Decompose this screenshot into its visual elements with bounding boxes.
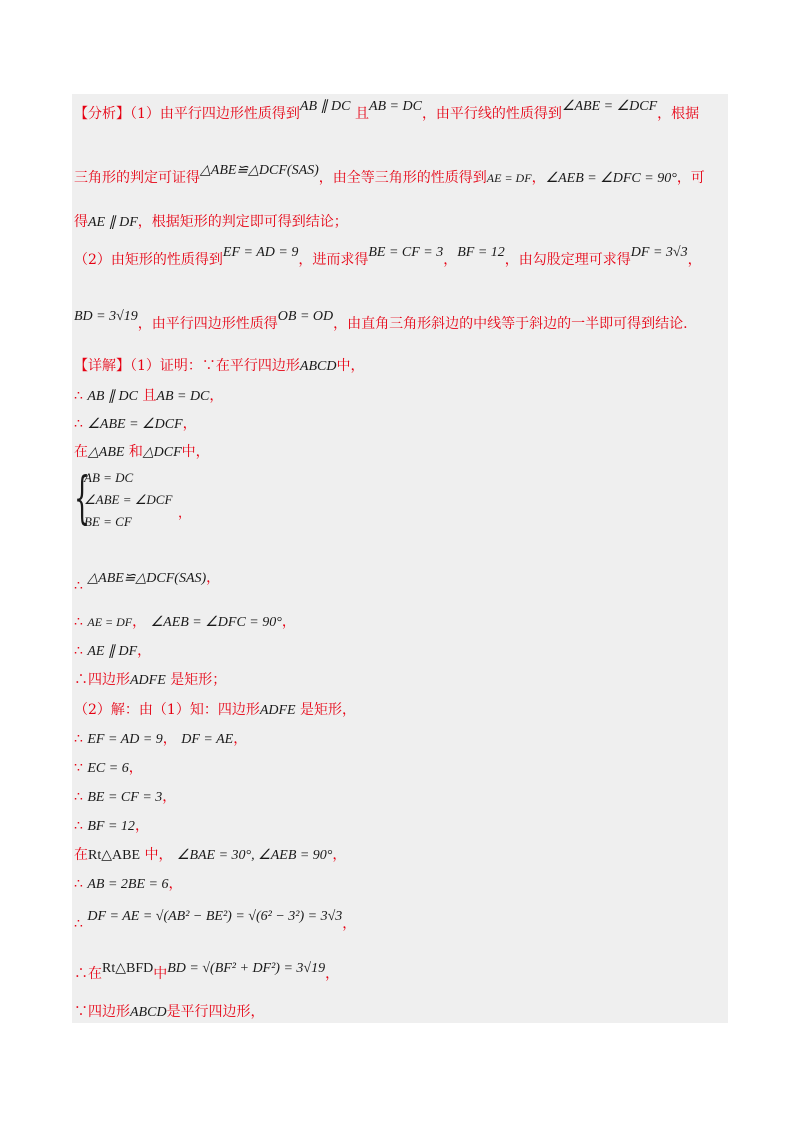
text: 中，	[144, 847, 173, 863]
detail-line-2	[74, 386, 223, 407]
math-expr: DF = AE	[181, 732, 234, 747]
analysis-line-3	[74, 212, 348, 233]
math-expr: ∠ABE = ∠DCF	[87, 417, 183, 432]
text: 在	[74, 444, 88, 460]
text: ，	[168, 876, 183, 892]
because-symbol: ∵	[74, 1004, 88, 1020]
text: ，可	[676, 170, 705, 186]
math-expr: ABCD	[130, 1005, 167, 1020]
therefore-symbol: ∴	[74, 789, 83, 805]
math-expr: △DCF	[142, 445, 182, 460]
math-expr: AB ∥ DC	[87, 389, 138, 404]
text: ，	[137, 643, 152, 659]
text: ，进而求得	[298, 252, 369, 268]
math-expr: BF = 12	[87, 819, 135, 834]
detail-line-18	[74, 958, 340, 982]
detail-line-8	[74, 641, 151, 662]
analysis-label: 【分析】	[74, 106, 130, 122]
condition-2: ∠ABE = ∠DCF	[84, 492, 173, 507]
congruence-conditions	[74, 468, 214, 534]
math-expr: △ABE≌△DCF(SAS)	[200, 163, 319, 178]
detail-line-7	[74, 612, 296, 633]
math-expr: AE ∥ DF	[87, 644, 138, 659]
text: ，根据	[657, 106, 700, 122]
text: ，	[182, 416, 197, 432]
text: 中，	[181, 444, 210, 460]
text: ，根据矩形的判定即可得到结论；	[137, 214, 348, 230]
therefore-symbol: ∴	[74, 916, 83, 932]
text: ，	[132, 614, 147, 630]
math-expr: △ABE≌△DCF(SAS)	[87, 571, 207, 586]
text: 得	[74, 214, 88, 230]
therefore-symbol: ∴	[74, 416, 83, 432]
math-expr: AE = DF	[87, 615, 133, 629]
detail-line-3	[74, 414, 197, 435]
math-expr: ADFE	[259, 703, 296, 718]
detail-line-10	[74, 700, 356, 721]
math-expr: OB = OD	[277, 309, 334, 324]
therefore-symbol: ∴	[74, 818, 83, 834]
analysis-line-1	[74, 99, 700, 125]
analysis-line-2	[74, 163, 705, 189]
text: ，	[332, 847, 347, 863]
text: 在	[88, 966, 102, 982]
therefore-symbol: ∴	[74, 966, 88, 982]
text: ，由平行线的性质得到	[421, 106, 562, 122]
text: （1）由平行四边形性质得到	[130, 106, 300, 122]
therefore-symbol: ∴	[74, 876, 83, 892]
text: ，	[281, 614, 296, 630]
text: ，	[162, 731, 177, 747]
text: 四边形	[88, 672, 130, 688]
math-expr: AE ∥ DF	[88, 215, 138, 230]
math-expr: AB ∥ DC	[299, 99, 351, 114]
condition-3: BE = CF	[84, 514, 132, 529]
text: ，由勾股定理可求得	[504, 252, 631, 268]
therefore-symbol: ∴	[74, 388, 83, 404]
math-expr: ∠ABE = ∠DCF	[561, 99, 658, 114]
text: ，	[128, 760, 143, 776]
text: 且	[142, 388, 157, 404]
detail-line-14	[74, 816, 149, 837]
math-expr: ∠AEB = ∠DFC = 90°	[545, 171, 677, 186]
text: ，	[531, 170, 546, 186]
detail-line-13	[74, 787, 176, 808]
detail-line-19	[74, 1002, 265, 1023]
math-expr: AB = 2BE = 6	[87, 877, 169, 892]
analysis-line-5	[74, 309, 688, 335]
text: 三角形的判定可证得	[74, 170, 200, 186]
text: ，	[443, 252, 458, 268]
text: ，	[209, 388, 224, 404]
math-expr: Rt△BFD	[102, 961, 154, 976]
detail-line-6	[74, 568, 221, 594]
text: ，	[178, 505, 192, 520]
therefore-symbol: ∴	[74, 614, 83, 630]
math-expr: DF = AE = √(AB² − BE²) = √(6² − 3²) = 3√3	[87, 909, 343, 924]
text: 是矩形，	[300, 702, 357, 718]
math-expr: EF = AD = 9	[87, 732, 163, 747]
math-expr: AE = DF	[486, 171, 532, 185]
math-expr: ∠AEB = ∠DFC = 90°	[150, 615, 282, 630]
text: ，	[233, 731, 248, 747]
text: （2）解：由（1）知：四边形	[74, 702, 260, 718]
text: 四边形	[88, 1004, 130, 1020]
text: 在	[74, 847, 88, 863]
math-expr: BE = CF = 3	[368, 245, 444, 260]
math-expr: BD = √(BF² + DF²) = 3√19	[167, 961, 326, 976]
detail-line-12	[74, 758, 143, 779]
math-expr: AB = DC	[156, 389, 210, 404]
detail-line-4	[74, 442, 210, 463]
because-symbol: ∵	[74, 760, 83, 776]
math-expr: BD = 3√19	[74, 309, 138, 324]
detail-line-15	[74, 845, 346, 866]
detail-line-16	[74, 874, 182, 895]
condition-1: AB = DC	[84, 470, 134, 485]
math-expr: EF = AD = 9	[222, 245, 299, 260]
math-expr: DF = 3√3	[630, 245, 688, 260]
therefore-symbol: ∴	[74, 731, 83, 747]
text: 中，	[336, 358, 365, 374]
text: ，	[162, 789, 177, 805]
math-expr: BF = 12	[457, 245, 505, 260]
detail-line-9	[74, 670, 226, 691]
text: ，	[325, 966, 340, 982]
text: 是平行四边形，	[166, 1004, 265, 1020]
text: ，	[687, 252, 702, 268]
detail-line-1	[74, 356, 364, 377]
text: ，由平行四边形性质得	[137, 316, 278, 332]
detail-line-11	[74, 729, 247, 750]
math-expr: EC = 6	[87, 761, 129, 776]
text: 且	[354, 106, 369, 122]
math-expr: Rt△ABE	[88, 848, 140, 863]
math-expr: ∠BAE = 30°, ∠AEB = 90°	[176, 848, 333, 863]
text: （1）证明：∵在平行四边形	[130, 358, 300, 374]
therefore-symbol: ∴	[74, 578, 83, 594]
therefore-symbol: ∴	[74, 643, 83, 659]
detail-line-17	[74, 906, 357, 932]
left-brace-icon: {	[74, 466, 91, 531]
therefore-symbol: ∴	[74, 672, 88, 688]
math-expr: BE = CF = 3	[87, 790, 163, 805]
text: （2）由矩形的性质得到	[74, 252, 223, 268]
text: ，	[342, 916, 357, 932]
text: ，	[206, 570, 221, 586]
text: ，	[134, 818, 149, 834]
text: 是矩形；	[170, 672, 227, 688]
text: 和	[128, 444, 143, 460]
math-expr: △ABE	[88, 445, 125, 460]
math-expr: ABCD	[299, 359, 337, 374]
detail-label: 【详解】	[74, 358, 130, 374]
math-expr: AB = DC	[368, 99, 422, 114]
text: ，由直角三角形斜边的中线等于斜边的一半即可得到结论.	[333, 316, 688, 332]
text: ，由全等三角形的性质得到	[318, 170, 487, 186]
analysis-line-4	[74, 245, 702, 271]
math-expr: ADFE	[130, 673, 166, 688]
text: 中	[153, 966, 168, 982]
